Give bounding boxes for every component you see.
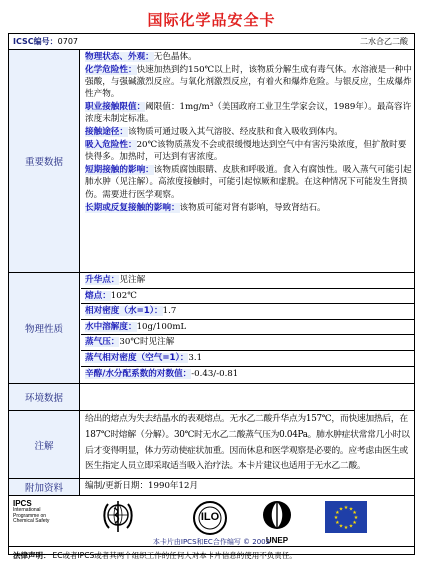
eu-star-icon: ★ [348,523,354,530]
eu-star-icon: ★ [352,520,357,526]
physical-log-kow: 辛醇/水分配系数的对数值：-0.43/-0.81 [85,368,239,379]
physical-sublimation: 升华点：见注解 [81,273,414,289]
ilo-logo: ILO [192,500,228,536]
eu-star-icon: ★ [343,505,349,511]
eu-star-icon: ★ [338,506,344,513]
cooperation-note: 本卡片由IPCS和EC合作编写 © 2002 [152,538,271,546]
important-field-routes: 接触途径：该物质可通过吸入其气溶胶、经皮肤和食入吸收到体内。 [85,127,343,138]
important-data-label: 重要数据 [9,50,80,272]
eu-flag [325,501,367,533]
environment-label: 环境数据 [9,384,80,410]
important-field-long-term: 长期或反复接触的影响：该物质可能对肾有影响，导致肾结石。 [85,202,326,213]
physical-melting-point: 熔点：102℃ [81,289,414,305]
chemical-name: 二水合乙二酸 [360,37,408,46]
additional-row [9,479,414,496]
eu-flag-icon [325,501,367,533]
logos-row [9,496,414,547]
ipcs-logo: IPCS International Programme on Chemical Safety [13,499,50,525]
environment-content [81,384,414,410]
physical-properties-label: 物理性质 [9,273,80,383]
physical-relative-density: 相对密度（水=1）：1.7 [81,304,414,320]
unep-emblem-icon [255,498,299,532]
eu-star-icon: ★ [353,515,359,521]
notes-label: 注解 [9,411,80,478]
header-row [9,34,414,50]
important-data-content [81,50,414,272]
important-field-exposure-limits: 职业接触限值：阈限值：1mg/m³（美国政府工业卫生学家会议，1989年）。最高容许浓度未制定标准。 [85,102,412,125]
disclaimer-label: 法律声明： [13,551,51,560]
unep-logo: UNEP [255,498,299,544]
icsc-code-label: ICSC编号： [13,37,58,46]
important-field-chemical-danger: 化学危险性：快速加热到约150℃以上时，该物质分解生成有毒气体。水溶液是一种中强酸，与强碱激烈反应。与氧化剂激烈反应，有着火和爆炸危险。与银反应，生成爆炸性产物。 [85,65,412,100]
eu-star-icon: ★ [333,515,339,521]
notes-row [9,411,414,479]
who-emblem-icon [101,498,135,536]
notes-content: 给出的熔点为失去结晶水的表观熔点。无水乙二酸升华点为157℃，而快速加热后，在187℃时熔解（分解）。30℃时无水乙二酸蒸气压为0.04Pa。肺水肿症状常常几小时以后才变得明显，体力劳动使症状加重。因而休息和医学观察是必要的。应考虑由医生或医生指定人员立即采取适当吸入治疗法。本卡片建议也适用于无水乙二酸。 [85,414,410,472]
eu-star-icon: ★ [352,510,357,516]
eu-star-icon: ★ [343,525,349,531]
additional-content: 编制/更新日期：1990年12月 [85,481,199,491]
physical-solubility: 水中溶解度：10g/100mL [81,320,414,336]
additional-label: 附加资料 [9,479,80,495]
card-title: 国际化学品安全卡 [147,11,276,29]
eu-star-icon: ★ [348,506,354,513]
eu-star-icon: ★ [335,510,340,516]
icsc-code: 0707 [57,37,78,46]
important-field-short-term: 短期接触的影响：该物质腐蚀眼睛、皮肤和呼吸道。食入有腐蚀性。吸入蒸气可能引起肺水肿（见注解）。高浓度接触时，可能引起惊厥和虚脱。在这种情况下可能发生肾损伤。需要进行医学观察。 [85,165,412,200]
eu-star-icon: ★ [338,523,344,530]
physical-vapour-density: 蒸气相对密度（空气=1）：3.1 [81,351,414,367]
legal-disclaimer [9,547,414,564]
important-field-physical-state: 物理状态、外观：无色晶体。 [85,52,197,62]
physical-properties-row [9,273,414,384]
header-bar [9,34,414,49]
disclaimer-text: EC或者IPCS或者其两个组织工作的任何人对本卡片信息的使用不负责任。 [52,551,297,560]
environment-row [9,384,414,411]
physical-vapour-pressure: 蒸气压：30℃时见注解 [81,335,414,351]
icsc-card [8,33,415,560]
eu-star-icon: ★ [335,520,340,526]
important-field-inhalation-risk: 吸入危险性：20℃该物质蒸发不会或很缓慢地达到空气中有害污染浓度，但扩散时要快得多。加热时，可达到有害浓度。 [85,140,407,163]
important-data-row [9,50,414,273]
disclaimer-row [9,547,414,564]
